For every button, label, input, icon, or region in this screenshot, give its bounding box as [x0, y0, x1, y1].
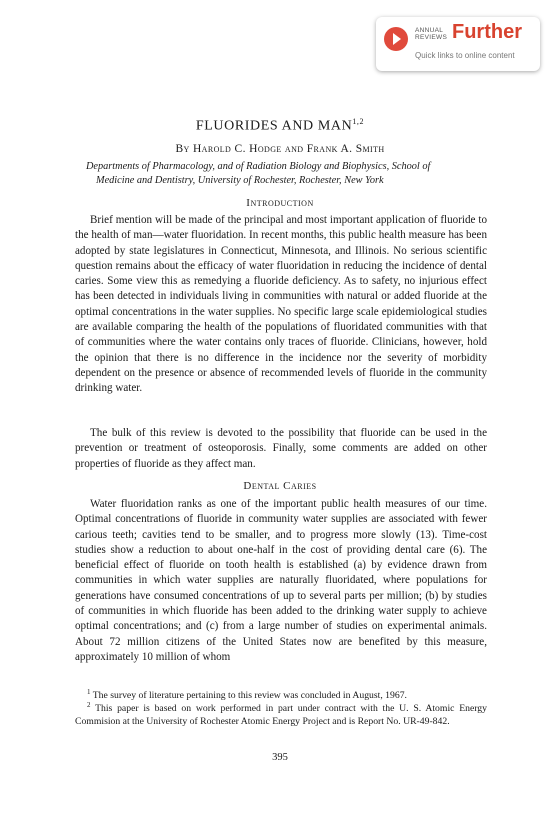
caries-paragraph-1: Water fluoridation ranks as one of the important public health measures of our time. Optimal concentrations of fluoride in community water supplies are associated with fewer carious teeth; cavities tend to be smaller, and to progress more slowly (13). Time-cost studies show a reduction to about one-half in the cost of providing dental care (6). The beneficial effect of fluoride on tooth health is established (a) by evidence drawn from communities in which water supplies are naturally fluoridated, where populations for generations have consumed concentrations of up to several parts per million; (b) by studies of communities in which fluoride has been added to the drinking water supply to achieve optimal concentrations; and (c) from a large number of studies on experimental animals. About 72 million citizens of the United States now are benefited by this measure, approximately 10 million of whom: [75, 498, 487, 663]
intro-paragraph-2: The bulk of this review is devoted to the possibility that fluoride can be used in the prevention or treatment of osteoporosis. Finally, some comments are added on other properties of fluoride as they affect man.: [75, 427, 487, 470]
section-heading-dental-caries: Dental Caries: [243, 480, 317, 492]
further-badge[interactable]: [376, 17, 540, 71]
further-label: Further: [452, 21, 522, 43]
article-authors: By Harold C. Hodge and Frank A. Smith: [175, 143, 385, 155]
article-title: FLUORIDES AND MAN$^{1,2}$: [195, 117, 365, 134]
author-affiliation: Departments of Pharmacology, and of Radiation Biology and Biophysics, School of Medicine and Dentistry, University of Rochester, Rochester, New York: [86, 161, 431, 186]
section-heading-introduction: Introduction: [246, 197, 314, 209]
annual-reviews-logo-icon: [384, 27, 408, 51]
footnote-2: $^2$ This paper is based on work performed in part under contract with the U. S. Atomic Energy Commision at the University of Rochester Atomic Energy Project and is Report No. UR-49-842.: [75, 701, 487, 727]
page-number: 395: [272, 752, 288, 763]
intro-paragraph-1: Brief mention will be made of the principal and most important application of fluoride to the health of man—water fluoridation. In recent months, this public health measure has been adopted by state legislatures in Connecticut, Minnesota, and Illinois. No serious scientific question remains about the efficacy of water fluoridation in reducing the incidence of dental caries. Some view this as remedying a fluoride deficiency. As to safety, no injurious effect has been detected in individuals living in communities with natural or added fluoride at the optimal concentrations in the water supplies. No specific large scale epidemiological studies are available comparing the health of the populations of fluoridated communities with that of communities where the water contains only traces of fluoride. Clinicians, however, hold the opinion that there is no difference in the incidence nor the severity of morbidity dependent on the presence or absence of recommended levels of fluoride in the community drinking water.: [75, 214, 487, 395]
journal-name: ANNUAL REVIEWS: [415, 27, 448, 41]
further-subtitle: Quick links to online content: [415, 51, 515, 60]
footnote-1: $^1$ The survey of literature pertaining to this review was concluded in August, 1967.: [87, 688, 407, 702]
